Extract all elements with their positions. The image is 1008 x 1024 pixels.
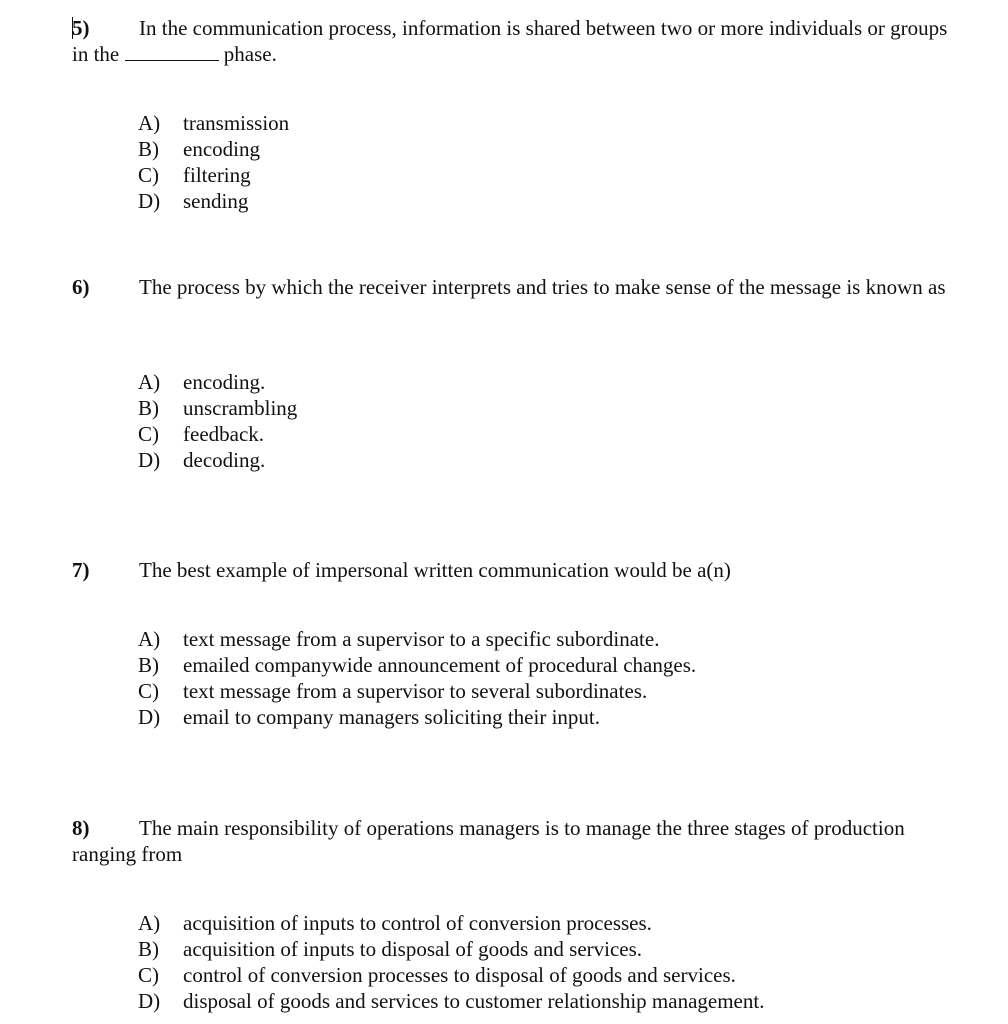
option-text: acquisition of inputs to disposal of goods and services. — [183, 937, 643, 961]
option-b — [138, 136, 289, 162]
option-letter: D) — [138, 705, 161, 729]
stem-text: In the communication process, information is shared between two or more individuals or groups in the — [72, 16, 948, 66]
option-c — [138, 162, 289, 188]
option-letter: C) — [138, 963, 159, 987]
question-stem — [72, 15, 952, 67]
option-b — [138, 936, 764, 962]
option-letter: B) — [138, 396, 159, 420]
options-list — [138, 910, 764, 1014]
stem-text: The main responsibility of operations managers is to manage the three stages of production ranging from — [72, 816, 905, 866]
question-stem — [72, 815, 952, 867]
option-text: email to company managers soliciting their input. — [183, 705, 600, 729]
option-letter: A) — [138, 911, 161, 935]
option-letter: B) — [138, 937, 159, 961]
question-number: 7) — [72, 558, 90, 582]
option-text: transmission — [183, 111, 290, 135]
option-text: unscrambling — [183, 396, 298, 420]
option-c — [138, 678, 696, 704]
option-letter: C) — [138, 163, 159, 187]
question-stem — [72, 274, 952, 300]
options-list — [138, 626, 696, 730]
option-letter: D) — [138, 189, 161, 213]
options-list — [138, 369, 297, 473]
option-letter: C) — [138, 422, 159, 446]
option-letter: C) — [138, 679, 159, 703]
option-a — [138, 626, 696, 652]
option-letter: B) — [138, 653, 159, 677]
question-number: 5) — [72, 16, 90, 40]
option-a — [138, 910, 764, 936]
question-stem — [72, 557, 952, 583]
option-letter: A) — [138, 111, 161, 135]
option-letter: A) — [138, 627, 161, 651]
option-text: text message from a supervisor to a specific subordinate. — [183, 627, 660, 651]
stem-text: The process by which the receiver interprets and tries to make sense of the message is known as — [139, 275, 946, 299]
option-a — [138, 369, 297, 395]
option-text: control of conversion processes to disposal of goods and services. — [183, 963, 736, 987]
option-text: encoding — [183, 137, 260, 161]
option-text: decoding. — [183, 448, 266, 472]
answer-blank — [125, 42, 219, 61]
question-number: 8) — [72, 816, 90, 840]
stem-text: The best example of impersonal written communication would be a(n) — [139, 558, 731, 582]
option-a — [138, 110, 289, 136]
question-8 — [72, 815, 952, 1013]
option-letter: D) — [138, 989, 161, 1013]
option-text: sending — [183, 189, 249, 213]
option-text: text message from a supervisor to several subordinates. — [183, 679, 648, 703]
option-text: acquisition of inputs to control of conversion processes. — [183, 911, 652, 935]
options-list — [138, 110, 289, 214]
option-text: emailed companywide announcement of procedural changes. — [183, 653, 697, 677]
option-b — [138, 395, 297, 421]
option-text: feedback. — [183, 422, 265, 446]
option-d — [138, 188, 289, 214]
option-c — [138, 421, 297, 447]
option-text: filtering — [183, 163, 251, 187]
question-number: 6) — [72, 275, 90, 299]
question-7 — [72, 557, 952, 729]
option-d — [138, 447, 297, 473]
option-letter: B) — [138, 137, 159, 161]
option-b — [138, 652, 696, 678]
option-c — [138, 962, 764, 988]
option-d — [138, 988, 764, 1014]
option-text: encoding. — [183, 370, 266, 394]
option-text: disposal of goods and services to customer relationship management. — [183, 989, 765, 1013]
stem-text-after: phase. — [223, 42, 277, 66]
option-d — [138, 704, 696, 730]
option-letter: A) — [138, 370, 161, 394]
option-letter: D) — [138, 448, 161, 472]
question-5 — [72, 15, 952, 213]
question-6 — [72, 274, 952, 472]
